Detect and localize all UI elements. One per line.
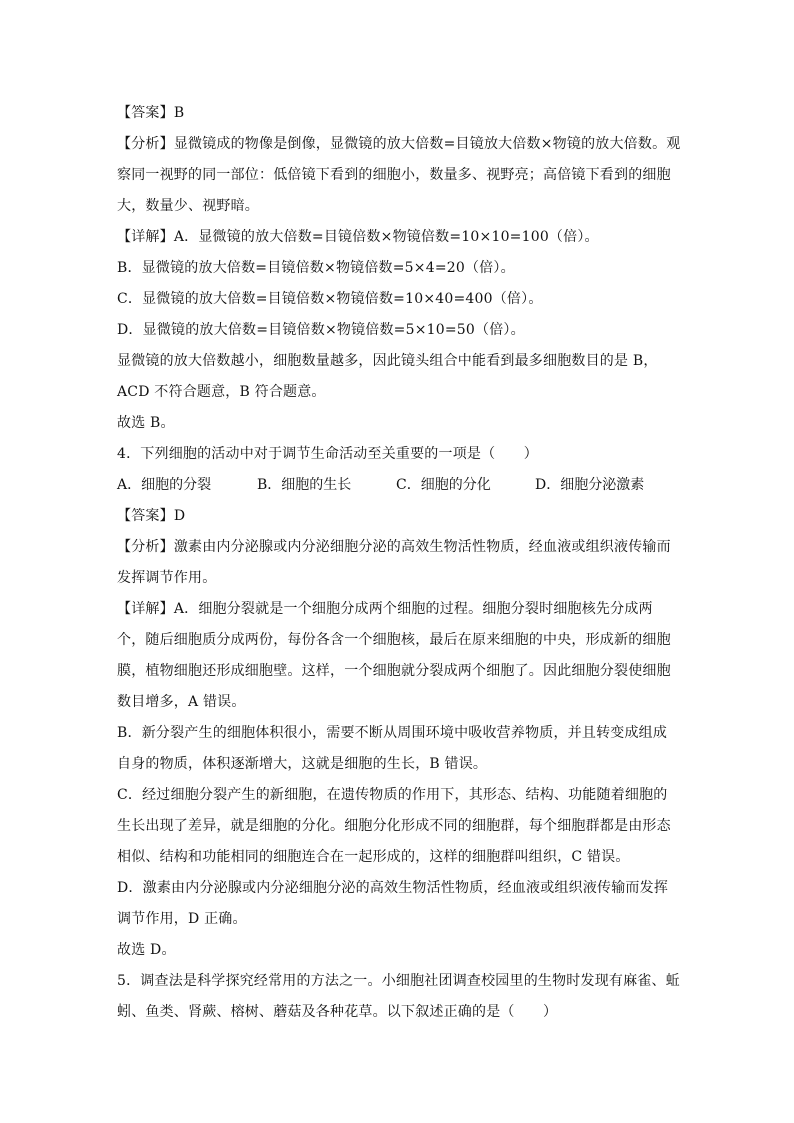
q3-conclusion-line-1: 显微镜的放大倍数越小，细胞数量越多，因此镜头组合中能看到最多细胞数目的是 B， [117,353,658,369]
q4-detail-d-line-1: D．激素由内分泌腺或内分泌细胞分泌的高效生物活性物质，经血液或组织液传输而发挥 [117,880,669,896]
q4-detail-c-line-2: 生长出现了差异，就是细胞的分化。细胞分化形成不同的细胞群，每个细胞群都是由形态 [117,818,671,834]
q4-answer [117,506,687,526]
q4-detail-c-line-3: 相似、结构和功能相同的细胞连合在一起形成的，这样的细胞群叫组织，C 错误。 [117,849,630,865]
q3-choice: 故选 B。 [117,415,175,431]
q4-stem: 4．下列细胞的活动中对于调节生命活动至关重要的一项是（ ） [117,446,538,462]
detail-tag: 【详解】 [117,601,174,617]
q3-conclusion-line-2: ACD 不符合题意，B 符合题意。 [117,384,326,400]
q4-option-b: B．细胞的生长 [257,477,352,493]
q3-answer [117,103,687,123]
q4-option-d: D．细胞分泌激素 [535,477,645,493]
q4-detail-b-line-1: B．新分裂产生的细胞体积很小，需要不断从周围环境中吸收营养物质，并且转变成组成 [117,725,668,741]
q4-detail-a-line-4: 数目增多，A 错误。 [117,694,246,710]
q4-detail-a-line-2: 个，随后细胞质分成两份，每份各含一个细胞核，最后在原来细胞的中央，形成新的细胞 [117,632,671,648]
q4-analysis-line-1 [117,537,687,557]
answer-value: B [173,105,185,121]
q5-stem-line-2: 蚓、鱼类、肾蕨、榕树、蘑菇及各种花草。以下叙述正确的是（ ） [117,1004,558,1020]
q4-choice: 故选 D。 [117,942,176,958]
q4-option-c: C．细胞的分化 [396,477,491,493]
q3-analysis-line-3: 大，数量少、视野暗。 [117,198,259,214]
answer-tag: 【答案】 [117,508,174,524]
q3-detail-a [117,227,687,247]
q3-analysis-line-2: 察同一视野的同一部位：低倍镜下看到的细胞小，数量多、视野亮；高倍镜下看到的细胞 [117,167,671,183]
answer-value: D [173,508,186,524]
q4-detail-a-line-3: 膜，植物细胞还形成细胞壁。这样，一个细胞就分裂成两个细胞了。因此细胞分裂使细胞 [117,663,671,679]
q4-option-a: A．细胞的分裂 [117,477,212,493]
q3-analysis-line-1 [117,134,687,154]
detail-tag: 【详解】 [117,229,174,245]
analysis-tag: 【分析】 [117,539,174,555]
detail-text: A．细胞分裂就是一个细胞分成两个细胞的过程。细胞分裂时细胞核先分成两 [173,601,653,617]
q4-analysis-line-2: 发挥调节作用。 [117,570,217,586]
q4-detail-d-line-2: 调节作用，D 正确。 [117,911,247,927]
analysis-text: 显微镜成的物像是倒像，显微镜的放大倍数=目镜放大倍数×物镜的放大倍数。观 [173,136,681,152]
q3-detail-d: D．显微镜的放大倍数=目镜倍数×物镜倍数=5×10=50（倍）。 [117,322,525,338]
q5-stem-line-1: 5．调查法是科学探究经常用的方法之一。小细胞社团调查校园里的生物时发现有麻雀、蚯 [117,973,680,989]
analysis-tag: 【分析】 [117,136,174,152]
q3-detail-b: B．显微镜的放大倍数=目镜倍数×物镜倍数=5×4=20（倍）。 [117,260,515,276]
q4-detail-a-line-1 [117,599,687,619]
detail-text: A．显微镜的放大倍数=目镜倍数×物镜倍数=10×10=100（倍）。 [173,229,599,245]
q3-detail-c: C．显微镜的放大倍数=目镜倍数×物镜倍数=10×40=400（倍）。 [117,291,543,307]
q4-detail-b-line-2: 自身的物质，体积逐渐增大，这就是细胞的生长，B 错误。 [117,756,488,772]
q4-detail-c-line-1: C．经过细胞分裂产生的新细胞，在遗传物质的作用下，其形态、结构、功能随着细胞的 [117,787,668,803]
analysis-text: 激素由内分泌腺或内分泌细胞分泌的高效生物活性物质，经血液或组织液传输而 [173,539,671,555]
answer-tag: 【答案】 [117,105,174,121]
q4-options [117,475,687,495]
